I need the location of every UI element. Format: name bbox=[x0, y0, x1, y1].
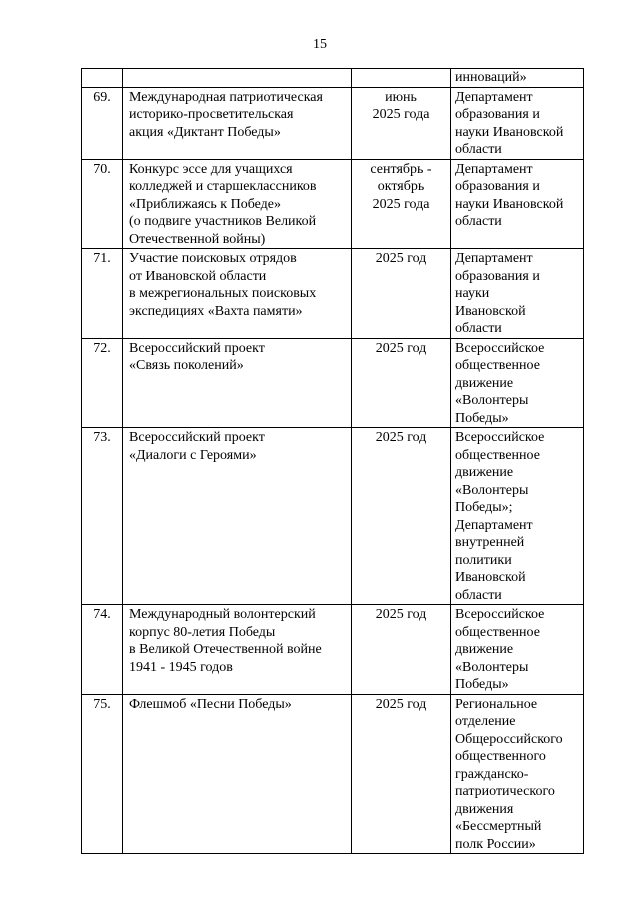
organizer-cell: Всероссийское общественное движение «Волонтеры Победы» bbox=[451, 605, 584, 695]
organizer-cell: Всероссийское общественное движение «Волонтеры Победы» bbox=[451, 338, 584, 428]
row-number-cell: 70. bbox=[82, 159, 123, 249]
event-cell: Всероссийский проект «Связь поколений» bbox=[123, 338, 352, 428]
table-row bbox=[82, 249, 584, 339]
date-cell: 2025 год bbox=[352, 338, 451, 428]
date-cell: 2025 год bbox=[352, 428, 451, 605]
event-cell: Конкурс эссе для учащихся колледжей и старшеклассников «Приближаясь к Победе» (о подвиге участников Великой Отечественной войны) bbox=[123, 159, 352, 249]
date-cell bbox=[352, 69, 451, 88]
page-number: 15 bbox=[313, 37, 327, 52]
row-number-cell: 72. bbox=[82, 338, 123, 428]
row-number-cell: 73. bbox=[82, 428, 123, 605]
table-row bbox=[82, 159, 584, 249]
date-cell: 2025 год bbox=[352, 694, 451, 854]
table-row bbox=[82, 338, 584, 428]
table-row-continuation bbox=[82, 69, 584, 88]
table-row bbox=[82, 428, 584, 605]
date-cell: 2025 год bbox=[352, 249, 451, 339]
table-row bbox=[82, 87, 584, 159]
organizer-cell: Департамент образования и науки Ивановской области bbox=[451, 87, 584, 159]
row-number-cell bbox=[82, 69, 123, 88]
event-cell: Всероссийский проект «Диалоги с Героями» bbox=[123, 428, 352, 605]
organizer-cell: Всероссийское общественное движение «Волонтеры Победы»; Департамент внутренней политики Ивановской области bbox=[451, 428, 584, 605]
event-cell: Флешмоб «Песни Победы» bbox=[123, 694, 352, 854]
events-table bbox=[81, 68, 584, 854]
row-number-cell: 71. bbox=[82, 249, 123, 339]
row-number-cell: 74. bbox=[82, 605, 123, 695]
event-cell: Участие поисковых отрядов от Ивановской области в межрегиональных поисковых экспедициях «Вахта памяти» bbox=[123, 249, 352, 339]
date-cell: сентябрь - октябрь 2025 года bbox=[352, 159, 451, 249]
event-cell: Международный волонтерский корпус 80-летия Победы в Великой Отечественной войне 1941 - 1945 годов bbox=[123, 605, 352, 695]
event-cell bbox=[123, 69, 352, 88]
event-cell: Международная патриотическая историко-просветительская акция «Диктант Победы» bbox=[123, 87, 352, 159]
table-row bbox=[82, 605, 584, 695]
organizer-cell: Региональное отделение Общероссийского общественного гражданско- патриотического движения «Бессмертный полк России» bbox=[451, 694, 584, 854]
organizer-cell: инноваций» bbox=[451, 69, 584, 88]
organizer-cell: Департамент образования и науки Ивановской области bbox=[451, 249, 584, 339]
row-number-cell: 75. bbox=[82, 694, 123, 854]
row-number-cell: 69. bbox=[82, 87, 123, 159]
organizer-cell: Департамент образования и науки Ивановской области bbox=[451, 159, 584, 249]
date-cell: 2025 год bbox=[352, 605, 451, 695]
events-table-body bbox=[82, 69, 584, 854]
table-row bbox=[82, 694, 584, 854]
date-cell: июнь 2025 года bbox=[352, 87, 451, 159]
